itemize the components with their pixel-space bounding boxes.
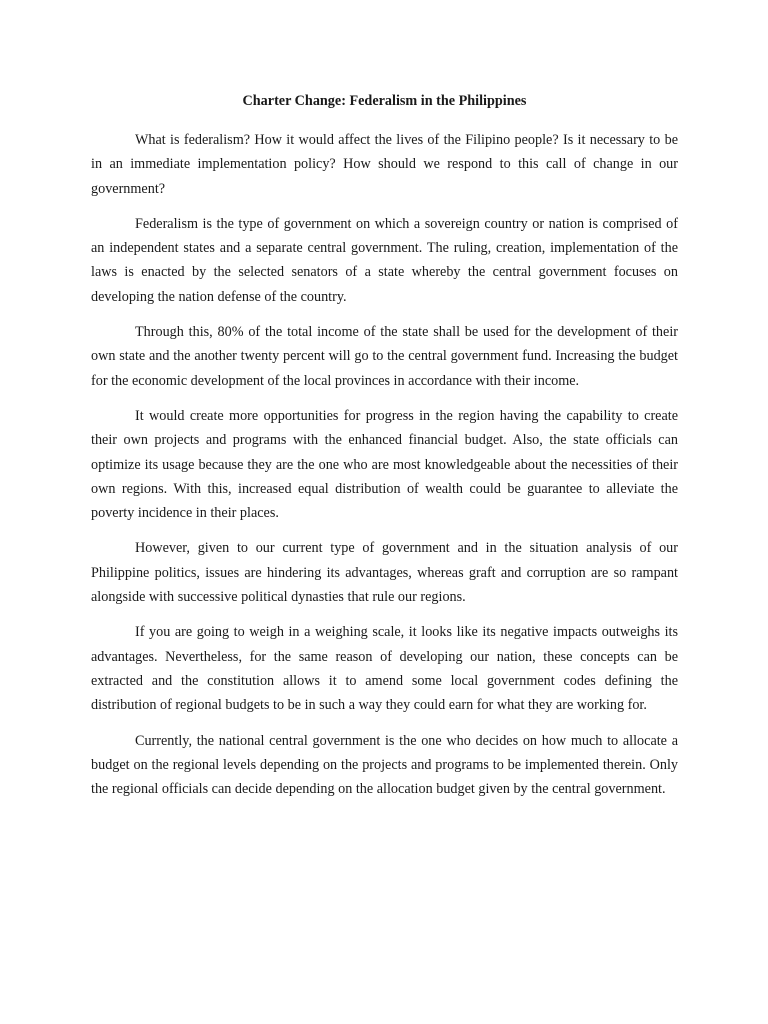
paragraph-weighing-scale: If you are going to weigh in a weighing scale, it looks like its negative impacts outweighs its advantages. Nevertheless, for the same reason of developing our nation, these concepts can be extracted and the constitution allows it to amend some local government codes defining the distribution of regional budgets to be in such a way they could earn for what they are working for. (91, 624, 678, 714)
paragraph-income-distribution: Through this, 80% of the total income of the state shall be used for the development of their own state and the another twenty percent will go to the central government fund. Increasing the budget for the economic development of the local provinces in accordance with their income. (91, 324, 678, 389)
paragraph-opportunities: It would create more opportunities for progress in the region having the capability to create their own projects and programs with the enhanced financial budget. Also, the state officials can optimize its usage because they are the one who are most knowledgeable about the necessities of their own regions. With this, increased equal distribution of wealth could be guarantee to alleviate the poverty incidence in their places. (91, 407, 678, 522)
paragraph-intro-questions: What is federalism? How it would affect the lives of the Filipino people? Is it necessary to be in an immediate implementation policy? How should we respond to this call of change in our government? (91, 132, 678, 197)
document-title: Charter Change: Federalism in the Philippines (242, 93, 527, 109)
document-body (91, 89, 678, 812)
paragraph-current-issues: However, given to our current type of government and in the situation analysis of our Philippine politics, issues are hindering its advantages, whereas graft and corruption are so rampant alongside with successive political dynasties that rule our regions. (91, 540, 678, 606)
paragraph-federalism-definition: Federalism is the type of government on which a sovereign country or nation is comprised of an independent states and a separate central government. The ruling, creation, implementation of the laws is enacted by the selected senators of a state whereby the central government focuses on developing the nation defense of the country. (91, 215, 678, 305)
paragraph-current-budget-allocation: Currently, the national central government is the one who decides on how much to allocate a budget on the regional levels depending on the projects and programs to be implemented therein. Only the regional officials can decide depending on the allocation budget given by the central government. (91, 732, 678, 798)
